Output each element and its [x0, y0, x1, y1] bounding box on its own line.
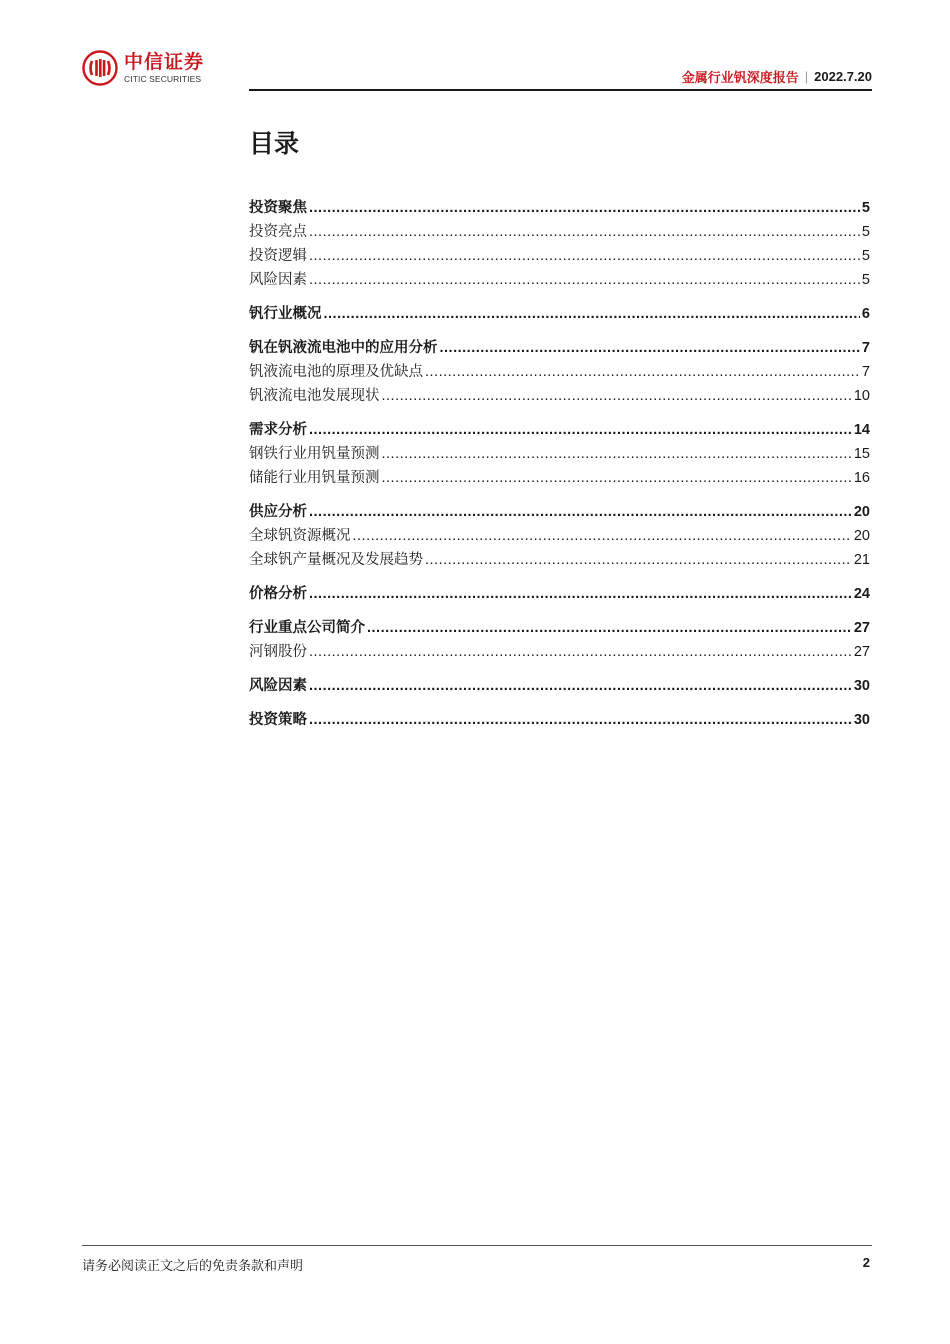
toc-dot-leader [440, 340, 860, 356]
toc-group [249, 582, 870, 606]
toc-group [249, 302, 870, 326]
toc-entry-label: 钒在钒液流电池中的应用分析 [249, 340, 438, 356]
toc-group [249, 196, 870, 292]
toc-group [249, 674, 870, 698]
toc-dot-leader [309, 422, 852, 438]
page-header [0, 0, 950, 100]
toc-entry-subsection[interactable] [249, 640, 870, 664]
toc-dot-leader [309, 586, 852, 602]
toc-group [249, 500, 870, 572]
toc-entry-section[interactable] [249, 500, 870, 524]
toc-entry-label: 钒液流电池发展现状 [249, 388, 380, 404]
toc-entry-label: 投资亮点 [249, 224, 307, 240]
toc-entry-label: 钢铁行业用钒量预测 [249, 446, 380, 462]
toc-entry-page: 7 [861, 364, 870, 380]
toc-entry-page: 5 [861, 248, 870, 264]
toc-dot-leader [324, 306, 860, 322]
toc-entry-page: 24 [853, 586, 870, 602]
toc-entry-page: 27 [853, 620, 870, 636]
table-of-contents [249, 196, 870, 742]
toc-entry-label: 投资策略 [249, 712, 307, 728]
citic-logo [82, 48, 204, 88]
toc-entry-section[interactable] [249, 302, 870, 326]
toc-dot-leader [309, 504, 852, 520]
report-title: 金属行业钒深度报告 [681, 70, 799, 85]
toc-entry-subsection[interactable] [249, 244, 870, 268]
toc-entry-label: 投资逻辑 [249, 248, 307, 264]
toc-entry-page: 20 [853, 528, 870, 544]
report-tag [682, 67, 872, 86]
toc-entry-section[interactable] [249, 582, 870, 606]
toc-entry-page: 5 [861, 200, 870, 216]
footer-page-number: 2 [862, 1255, 870, 1270]
toc-entry-label: 全球钒资源概况 [249, 528, 351, 544]
logo-chinese-name: 中信证券 [124, 51, 205, 73]
toc-entry-section[interactable] [249, 418, 870, 442]
toc-entry-page: 7 [861, 340, 870, 356]
toc-entry-subsection[interactable] [249, 384, 870, 408]
citic-logo-icon [82, 50, 118, 86]
report-date: 2022.7.20 [814, 69, 872, 84]
toc-entry-section[interactable] [249, 616, 870, 640]
toc-entry-page: 5 [861, 224, 870, 240]
toc-entry-page: 16 [853, 470, 870, 486]
toc-entry-page: 14 [853, 422, 870, 438]
toc-entry-label: 风险因素 [249, 678, 307, 694]
toc-entry-page: 30 [853, 678, 870, 694]
toc-entry-label: 钒液流电池的原理及优缺点 [249, 364, 423, 380]
toc-entry-label: 储能行业用钒量预测 [249, 470, 380, 486]
footer-divider [82, 1245, 872, 1246]
toc-entry-page: 10 [853, 388, 870, 404]
toc-entry-page: 21 [853, 552, 870, 568]
toc-entry-label: 河钢股份 [249, 644, 307, 660]
toc-entry-section[interactable] [249, 708, 870, 732]
toc-entry-subsection[interactable] [249, 220, 870, 244]
toc-dot-leader [382, 388, 852, 404]
toc-dot-leader [425, 364, 860, 380]
toc-entry-label: 投资聚焦 [249, 200, 307, 216]
toc-group [249, 418, 870, 490]
toc-entry-section[interactable] [249, 336, 870, 360]
toc-entry-page: 20 [853, 504, 870, 520]
toc-entry-section[interactable] [249, 674, 870, 698]
toc-dot-leader [367, 620, 852, 636]
toc-entry-page: 6 [861, 306, 870, 322]
toc-entry-label: 价格分析 [249, 586, 307, 602]
toc-title: 目录 [249, 130, 300, 158]
toc-dot-leader [382, 470, 852, 486]
toc-entry-page: 27 [853, 644, 870, 660]
toc-entry-subsection[interactable] [249, 466, 870, 490]
toc-dot-leader [309, 644, 852, 660]
toc-dot-leader [309, 224, 860, 240]
toc-group [249, 708, 870, 732]
toc-dot-leader [425, 552, 852, 568]
toc-entry-page: 15 [853, 446, 870, 462]
toc-entry-label: 风险因素 [249, 272, 307, 288]
report-separator: | [804, 69, 809, 84]
toc-entry-page: 30 [853, 712, 870, 728]
logo-english-name: CITIC SECURITIES [124, 73, 202, 84]
toc-entry-subsection[interactable] [249, 360, 870, 384]
toc-entry-label: 钒行业概况 [249, 306, 322, 322]
toc-dot-leader [309, 248, 860, 264]
toc-dot-leader [309, 200, 860, 216]
toc-entry-subsection[interactable] [249, 442, 870, 466]
toc-group [249, 336, 870, 408]
toc-dot-leader [353, 528, 852, 544]
toc-dot-leader [309, 678, 852, 694]
toc-entry-label: 行业重点公司简介 [249, 620, 365, 636]
toc-dot-leader [309, 272, 860, 288]
toc-entry-label: 全球钒产量概况及发展趋势 [249, 552, 423, 568]
header-divider [249, 89, 872, 91]
toc-group [249, 616, 870, 664]
footer-disclaimer: 请务必阅读正文之后的免责条款和声明 [82, 1258, 304, 1273]
toc-entry-subsection[interactable] [249, 268, 870, 292]
toc-dot-leader [309, 712, 852, 728]
toc-dot-leader [382, 446, 852, 462]
toc-entry-subsection[interactable] [249, 524, 870, 548]
toc-entry-label: 供应分析 [249, 504, 307, 520]
toc-entry-page: 5 [861, 272, 870, 288]
toc-entry-label: 需求分析 [249, 422, 307, 438]
toc-entry-section[interactable] [249, 196, 870, 220]
toc-entry-subsection[interactable] [249, 548, 870, 572]
